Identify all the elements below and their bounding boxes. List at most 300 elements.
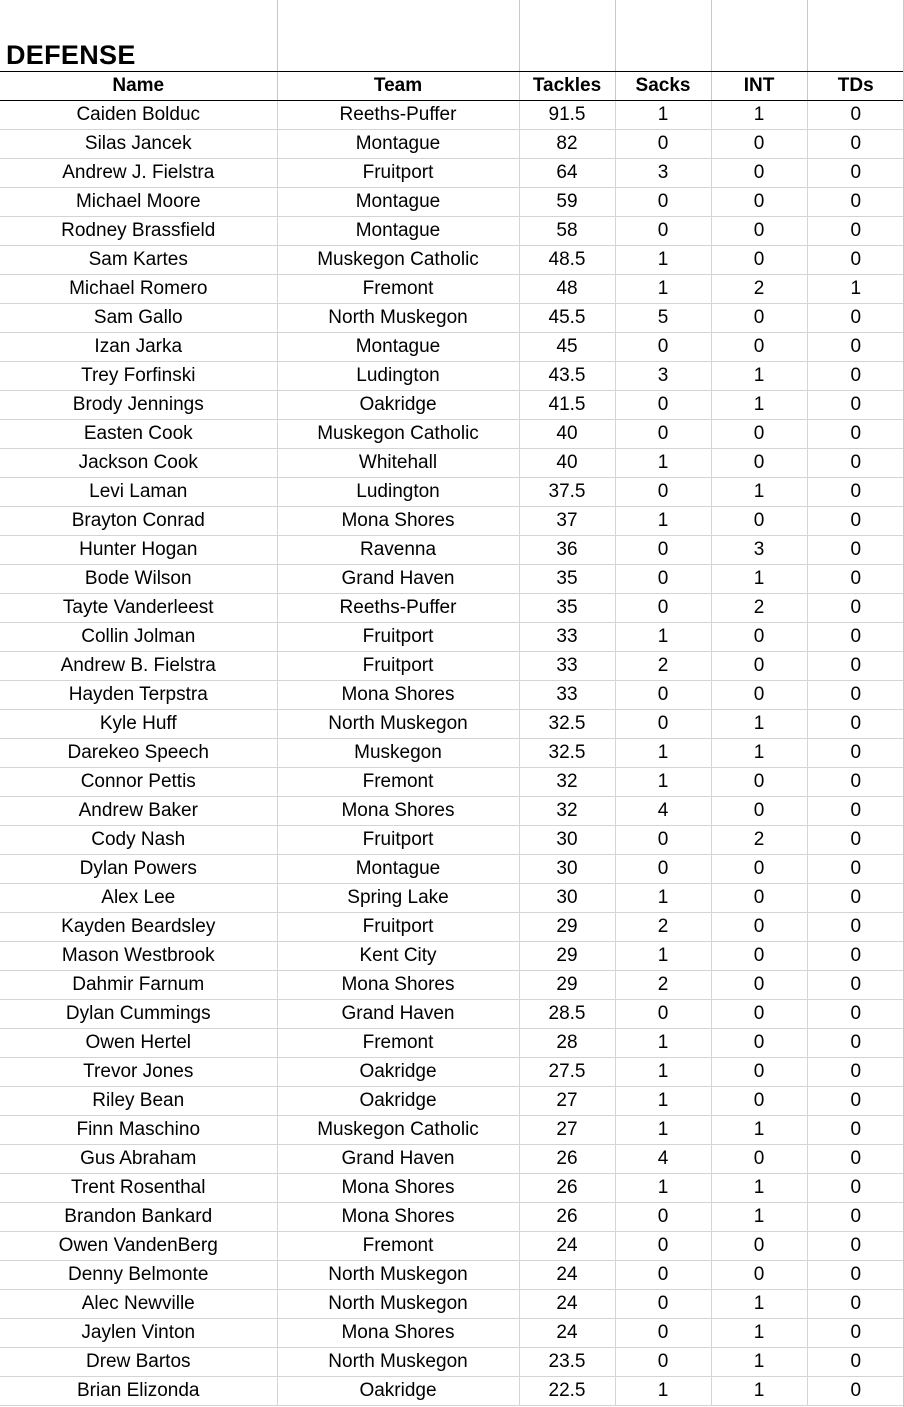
cell-team[interactable]: Whitehall — [277, 449, 519, 478]
cell-team[interactable]: Fremont — [277, 768, 519, 797]
cell-team[interactable]: Kent City — [277, 942, 519, 971]
cell-tds[interactable]: 0 — [807, 797, 904, 826]
cell-sacks[interactable]: 0 — [615, 391, 711, 420]
cell-team[interactable]: Spring Lake — [277, 884, 519, 913]
cell-int[interactable]: 0 — [711, 652, 807, 681]
cell-tds[interactable]: 0 — [807, 1000, 904, 1029]
cell-tackles[interactable]: 91.5 — [519, 101, 615, 130]
cell-team[interactable]: Mona Shores — [277, 507, 519, 536]
cell-tackles[interactable]: 43.5 — [519, 362, 615, 391]
cell-sacks[interactable]: 0 — [615, 1290, 711, 1319]
cell-tackles[interactable]: 48 — [519, 275, 615, 304]
cell-name[interactable]: Mason Westbrook — [0, 942, 277, 971]
cell-sacks[interactable]: 0 — [615, 1232, 711, 1261]
cell-sacks[interactable]: 0 — [615, 478, 711, 507]
cell-int[interactable]: 0 — [711, 681, 807, 710]
cell-int[interactable]: 0 — [711, 971, 807, 1000]
table-row — [0, 1174, 904, 1203]
table-row — [0, 594, 904, 623]
cell-sacks[interactable]: 0 — [615, 188, 711, 217]
cell-tds[interactable]: 0 — [807, 942, 904, 971]
cell-name[interactable]: Tayte Vanderleest — [0, 594, 277, 623]
cell-tds[interactable]: 0 — [807, 1116, 904, 1145]
table-row — [0, 1058, 904, 1087]
cell-team[interactable]: North Muskegon — [277, 1290, 519, 1319]
cell-sacks[interactable]: 0 — [615, 1348, 711, 1377]
cell-tackles[interactable]: 37.5 — [519, 478, 615, 507]
cell-name[interactable]: Collin Jolman — [0, 623, 277, 652]
cell-tds[interactable]: 0 — [807, 1261, 904, 1290]
cell-team[interactable]: Grand Haven — [277, 565, 519, 594]
cell-tds[interactable]: 0 — [807, 884, 904, 913]
cell-name[interactable]: Finn Maschino — [0, 1116, 277, 1145]
cell-team[interactable]: Montague — [277, 217, 519, 246]
cell-name[interactable]: Jackson Cook — [0, 449, 277, 478]
cell-name[interactable]: Trevor Jones — [0, 1058, 277, 1087]
cell-team[interactable]: Fremont — [277, 1232, 519, 1261]
cell-team[interactable]: Oakridge — [277, 1087, 519, 1116]
cell-name[interactable]: Michael Moore — [0, 188, 277, 217]
cell-name[interactable]: Dahmir Farnum — [0, 971, 277, 1000]
cell-int[interactable]: 1 — [711, 739, 807, 768]
cell-name[interactable]: Easten Cook — [0, 420, 277, 449]
cell-name[interactable]: Owen VandenBerg — [0, 1232, 277, 1261]
cell-tds[interactable]: 0 — [807, 1319, 904, 1348]
cell-sacks[interactable]: 2 — [615, 913, 711, 942]
cell-sacks[interactable]: 0 — [615, 855, 711, 884]
cell-tds[interactable]: 1 — [807, 275, 904, 304]
cell-sacks[interactable]: 2 — [615, 971, 711, 1000]
cell-sacks[interactable]: 1 — [615, 246, 711, 275]
cell-tackles[interactable]: 58 — [519, 217, 615, 246]
cell-int[interactable]: 0 — [711, 1000, 807, 1029]
cell-team[interactable]: Mona Shores — [277, 681, 519, 710]
cell-sacks[interactable]: 1 — [615, 1116, 711, 1145]
cell-name[interactable]: Dylan Cummings — [0, 1000, 277, 1029]
cell-team[interactable]: Oakridge — [277, 1058, 519, 1087]
cell-int[interactable]: 1 — [711, 1174, 807, 1203]
cell-sacks[interactable]: 1 — [615, 449, 711, 478]
cell-sacks[interactable]: 1 — [615, 1087, 711, 1116]
cell-tackles[interactable]: 26 — [519, 1203, 615, 1232]
cell-team[interactable]: Fruitport — [277, 913, 519, 942]
cell-name[interactable]: Sam Kartes — [0, 246, 277, 275]
table-row — [0, 507, 904, 536]
cell-team[interactable]: Fremont — [277, 1029, 519, 1058]
cell-name[interactable]: Hunter Hogan — [0, 536, 277, 565]
cell-tds[interactable]: 0 — [807, 913, 904, 942]
cell-tackles[interactable]: 24 — [519, 1261, 615, 1290]
cell-name[interactable]: Denny Belmonte — [0, 1261, 277, 1290]
cell-sacks[interactable]: 1 — [615, 942, 711, 971]
cell-int[interactable]: 0 — [711, 1145, 807, 1174]
cell-int[interactable]: 2 — [711, 826, 807, 855]
cell-tds[interactable]: 0 — [807, 391, 904, 420]
cell-team[interactable]: Reeths-Puffer — [277, 101, 519, 130]
cell-tds[interactable]: 0 — [807, 710, 904, 739]
cell-tds[interactable]: 0 — [807, 826, 904, 855]
cell-sacks[interactable]: 1 — [615, 623, 711, 652]
cell-sacks[interactable]: 1 — [615, 1058, 711, 1087]
cell-int[interactable]: 1 — [711, 1348, 807, 1377]
cell-int[interactable]: 0 — [711, 420, 807, 449]
table-row — [0, 1203, 904, 1232]
cell-tds[interactable]: 0 — [807, 159, 904, 188]
cell-tds[interactable]: 0 — [807, 681, 904, 710]
cell-sacks[interactable]: 0 — [615, 333, 711, 362]
cell-int[interactable]: 0 — [711, 942, 807, 971]
cell-name[interactable]: Caiden Bolduc — [0, 101, 277, 130]
cell-sacks[interactable]: 1 — [615, 101, 711, 130]
cell-sacks[interactable]: 1 — [615, 1377, 711, 1406]
cell-team[interactable]: Muskegon Catholic — [277, 420, 519, 449]
cell-tds[interactable]: 0 — [807, 507, 904, 536]
cell-name[interactable]: Rodney Brassfield — [0, 217, 277, 246]
cell-team[interactable]: Mona Shores — [277, 971, 519, 1000]
cell-team[interactable]: Muskegon — [277, 739, 519, 768]
cell-int[interactable]: 1 — [711, 362, 807, 391]
title-cell[interactable] — [0, 0, 277, 72]
cell-sacks[interactable]: 2 — [615, 652, 711, 681]
cell-tackles[interactable]: 45 — [519, 333, 615, 362]
cell-int[interactable]: 3 — [711, 536, 807, 565]
cell-tds[interactable]: 0 — [807, 449, 904, 478]
cell-tackles[interactable]: 35 — [519, 565, 615, 594]
table-row — [0, 449, 904, 478]
cell-sacks[interactable]: 1 — [615, 1174, 711, 1203]
cell-name[interactable]: Drew Bartos — [0, 1348, 277, 1377]
cell-sacks[interactable]: 1 — [615, 507, 711, 536]
header-tds[interactable]: TDs — [807, 72, 904, 101]
cell-tds[interactable]: 0 — [807, 623, 904, 652]
cell-tackles[interactable]: 28.5 — [519, 1000, 615, 1029]
cell-name[interactable]: Kayden Beardsley — [0, 913, 277, 942]
cell-int[interactable]: 2 — [711, 275, 807, 304]
cell-team[interactable]: Grand Haven — [277, 1000, 519, 1029]
cell-tds[interactable]: 0 — [807, 130, 904, 159]
cell-team[interactable]: North Muskegon — [277, 1261, 519, 1290]
cell-int[interactable]: 1 — [711, 1203, 807, 1232]
cell-name[interactable]: Levi Laman — [0, 478, 277, 507]
cell-sacks[interactable]: 3 — [615, 362, 711, 391]
cell-team[interactable]: Montague — [277, 188, 519, 217]
cell-tds[interactable]: 0 — [807, 971, 904, 1000]
empty-cell[interactable] — [519, 0, 615, 72]
cell-tds[interactable]: 0 — [807, 855, 904, 884]
header-int[interactable]: INT — [711, 72, 807, 101]
cell-name[interactable]: Bode Wilson — [0, 565, 277, 594]
cell-int[interactable]: 0 — [711, 333, 807, 362]
cell-tackles[interactable]: 32 — [519, 768, 615, 797]
empty-cell[interactable] — [807, 0, 904, 72]
table-row — [0, 101, 904, 130]
cell-name[interactable]: Sam Gallo — [0, 304, 277, 333]
cell-tds[interactable]: 0 — [807, 1377, 904, 1406]
cell-tackles[interactable]: 28 — [519, 1029, 615, 1058]
header-sacks[interactable]: Sacks — [615, 72, 711, 101]
cell-team[interactable]: Mona Shores — [277, 1203, 519, 1232]
cell-tds[interactable]: 0 — [807, 101, 904, 130]
cell-name[interactable]: Hayden Terpstra — [0, 681, 277, 710]
cell-int[interactable]: 0 — [711, 449, 807, 478]
header-name[interactable]: Name — [0, 72, 277, 101]
cell-tackles[interactable]: 45.5 — [519, 304, 615, 333]
cell-tackles[interactable]: 36 — [519, 536, 615, 565]
cell-team[interactable]: Mona Shores — [277, 1174, 519, 1203]
cell-team[interactable]: Oakridge — [277, 1377, 519, 1406]
cell-sacks[interactable]: 0 — [615, 594, 711, 623]
cell-int[interactable]: 1 — [711, 710, 807, 739]
cell-name[interactable]: Trent Rosenthal — [0, 1174, 277, 1203]
cell-sacks[interactable]: 1 — [615, 884, 711, 913]
cell-team[interactable]: Mona Shores — [277, 1319, 519, 1348]
cell-tackles[interactable]: 26 — [519, 1174, 615, 1203]
cell-tds[interactable]: 0 — [807, 1087, 904, 1116]
cell-name[interactable]: Riley Bean — [0, 1087, 277, 1116]
cell-team[interactable]: Montague — [277, 333, 519, 362]
cell-tackles[interactable]: 27 — [519, 1116, 615, 1145]
cell-int[interactable]: 1 — [711, 101, 807, 130]
cell-tds[interactable]: 0 — [807, 565, 904, 594]
cell-sacks[interactable]: 0 — [615, 130, 711, 159]
cell-int[interactable]: 0 — [711, 304, 807, 333]
cell-tds[interactable]: 0 — [807, 1348, 904, 1377]
cell-tackles[interactable]: 59 — [519, 188, 615, 217]
cell-tds[interactable]: 0 — [807, 652, 904, 681]
cell-name[interactable]: Alex Lee — [0, 884, 277, 913]
cell-tds[interactable]: 0 — [807, 420, 904, 449]
cell-sacks[interactable]: 1 — [615, 275, 711, 304]
cell-tackles[interactable]: 33 — [519, 652, 615, 681]
cell-tackles[interactable]: 30 — [519, 884, 615, 913]
cell-tackles[interactable]: 27 — [519, 1087, 615, 1116]
cell-int[interactable]: 0 — [711, 1058, 807, 1087]
cell-int[interactable]: 0 — [711, 913, 807, 942]
cell-tackles[interactable]: 24 — [519, 1232, 615, 1261]
cell-tackles[interactable]: 32 — [519, 797, 615, 826]
cell-name[interactable]: Brandon Bankard — [0, 1203, 277, 1232]
cell-tackles[interactable]: 29 — [519, 942, 615, 971]
cell-name[interactable]: Cody Nash — [0, 826, 277, 855]
table-row — [0, 623, 904, 652]
cell-name[interactable]: Brody Jennings — [0, 391, 277, 420]
cell-sacks[interactable]: 0 — [615, 1319, 711, 1348]
cell-sacks[interactable]: 1 — [615, 739, 711, 768]
cell-tackles[interactable]: 29 — [519, 971, 615, 1000]
cell-sacks[interactable]: 1 — [615, 1029, 711, 1058]
cell-tackles[interactable]: 48.5 — [519, 246, 615, 275]
cell-tds[interactable]: 0 — [807, 536, 904, 565]
cell-tackles[interactable]: 24 — [519, 1290, 615, 1319]
cell-team[interactable]: Ravenna — [277, 536, 519, 565]
cell-tds[interactable]: 0 — [807, 362, 904, 391]
cell-int[interactable]: 2 — [711, 594, 807, 623]
cell-team[interactable]: Fruitport — [277, 623, 519, 652]
cell-team[interactable]: Ludington — [277, 362, 519, 391]
cell-tds[interactable]: 0 — [807, 246, 904, 275]
header-tackles[interactable]: Tackles — [519, 72, 615, 101]
cell-tackles[interactable]: 35 — [519, 594, 615, 623]
cell-name[interactable]: Darekeo Speech — [0, 739, 277, 768]
cell-tackles[interactable]: 29 — [519, 913, 615, 942]
cell-tds[interactable]: 0 — [807, 594, 904, 623]
cell-tds[interactable]: 0 — [807, 1058, 904, 1087]
cell-name[interactable]: Izan Jarka — [0, 333, 277, 362]
cell-tackles[interactable]: 30 — [519, 855, 615, 884]
title-row — [0, 0, 904, 72]
cell-int[interactable]: 0 — [711, 1029, 807, 1058]
cell-sacks[interactable]: 0 — [615, 826, 711, 855]
cell-name[interactable]: Andrew J. Fielstra — [0, 159, 277, 188]
cell-team[interactable]: North Muskegon — [277, 710, 519, 739]
cell-team[interactable]: Fremont — [277, 275, 519, 304]
cell-team[interactable]: Grand Haven — [277, 1145, 519, 1174]
cell-tackles[interactable]: 33 — [519, 623, 615, 652]
cell-team[interactable]: Muskegon Catholic — [277, 246, 519, 275]
cell-tackles[interactable]: 37 — [519, 507, 615, 536]
cell-name[interactable]: Brayton Conrad — [0, 507, 277, 536]
cell-int[interactable]: 1 — [711, 391, 807, 420]
cell-sacks[interactable]: 0 — [615, 681, 711, 710]
cell-sacks[interactable]: 4 — [615, 1145, 711, 1174]
cell-tackles[interactable]: 32.5 — [519, 739, 615, 768]
cell-int[interactable]: 0 — [711, 188, 807, 217]
cell-int[interactable]: 1 — [711, 478, 807, 507]
cell-tds[interactable]: 0 — [807, 333, 904, 362]
cell-tackles[interactable]: 22.5 — [519, 1377, 615, 1406]
sheet-title: DEFENSE — [6, 40, 136, 70]
cell-name[interactable]: Jaylen Vinton — [0, 1319, 277, 1348]
cell-team[interactable]: Muskegon Catholic — [277, 1116, 519, 1145]
cell-tds[interactable]: 0 — [807, 478, 904, 507]
table-row — [0, 768, 904, 797]
cell-int[interactable]: 0 — [711, 1232, 807, 1261]
cell-int[interactable]: 1 — [711, 1290, 807, 1319]
cell-name[interactable]: Owen Hertel — [0, 1029, 277, 1058]
cell-tackles[interactable]: 26 — [519, 1145, 615, 1174]
cell-int[interactable]: 0 — [711, 246, 807, 275]
cell-int[interactable]: 0 — [711, 768, 807, 797]
cell-team[interactable]: Reeths-Puffer — [277, 594, 519, 623]
cell-name[interactable]: Silas Jancek — [0, 130, 277, 159]
cell-int[interactable]: 0 — [711, 1261, 807, 1290]
cell-team[interactable]: Oakridge — [277, 391, 519, 420]
cell-name[interactable]: Gus Abraham — [0, 1145, 277, 1174]
cell-int[interactable]: 0 — [711, 217, 807, 246]
cell-tackles[interactable]: 30 — [519, 826, 615, 855]
cell-int[interactable]: 1 — [711, 1319, 807, 1348]
cell-name[interactable]: Alec Newville — [0, 1290, 277, 1319]
empty-cell[interactable] — [711, 0, 807, 72]
empty-cell[interactable] — [277, 0, 519, 72]
cell-sacks[interactable]: 4 — [615, 797, 711, 826]
cell-tds[interactable]: 0 — [807, 188, 904, 217]
cell-tds[interactable]: 0 — [807, 304, 904, 333]
cell-tackles[interactable]: 40 — [519, 420, 615, 449]
cell-team[interactable]: Mona Shores — [277, 797, 519, 826]
cell-int[interactable]: 0 — [711, 855, 807, 884]
cell-int[interactable]: 0 — [711, 797, 807, 826]
empty-cell[interactable] — [615, 0, 711, 72]
cell-team[interactable]: Fruitport — [277, 826, 519, 855]
cell-tackles[interactable]: 32.5 — [519, 710, 615, 739]
cell-tackles[interactable]: 41.5 — [519, 391, 615, 420]
cell-sacks[interactable]: 5 — [615, 304, 711, 333]
table-row — [0, 1145, 904, 1174]
cell-sacks[interactable]: 0 — [615, 217, 711, 246]
header-team[interactable]: Team — [277, 72, 519, 101]
cell-int[interactable]: 1 — [711, 1377, 807, 1406]
cell-tds[interactable]: 0 — [807, 1145, 904, 1174]
cell-sacks[interactable]: 0 — [615, 565, 711, 594]
table-row — [0, 913, 904, 942]
cell-team[interactable]: Montague — [277, 855, 519, 884]
cell-int[interactable]: 0 — [711, 159, 807, 188]
cell-name[interactable]: Dylan Powers — [0, 855, 277, 884]
cell-tds[interactable]: 0 — [807, 1290, 904, 1319]
cell-sacks[interactable]: 3 — [615, 159, 711, 188]
cell-name[interactable]: Kyle Huff — [0, 710, 277, 739]
table-row — [0, 159, 904, 188]
cell-tackles[interactable]: 82 — [519, 130, 615, 159]
header-row — [0, 72, 904, 101]
cell-tackles[interactable]: 27.5 — [519, 1058, 615, 1087]
cell-int[interactable]: 1 — [711, 1116, 807, 1145]
cell-team[interactable]: Fruitport — [277, 652, 519, 681]
cell-tackles[interactable]: 33 — [519, 681, 615, 710]
cell-int[interactable]: 0 — [711, 507, 807, 536]
cell-name[interactable]: Brian Elizonda — [0, 1377, 277, 1406]
cell-team[interactable]: North Muskegon — [277, 304, 519, 333]
cell-team[interactable]: Montague — [277, 130, 519, 159]
cell-tds[interactable]: 0 — [807, 739, 904, 768]
cell-tds[interactable]: 0 — [807, 1174, 904, 1203]
cell-name[interactable]: Michael Romero — [0, 275, 277, 304]
cell-int[interactable]: 1 — [711, 565, 807, 594]
cell-tackles[interactable]: 23.5 — [519, 1348, 615, 1377]
table-row — [0, 681, 904, 710]
cell-tackles[interactable]: 64 — [519, 159, 615, 188]
cell-tds[interactable]: 0 — [807, 1029, 904, 1058]
cell-tds[interactable]: 0 — [807, 1203, 904, 1232]
cell-sacks[interactable]: 0 — [615, 420, 711, 449]
cell-tackles[interactable]: 40 — [519, 449, 615, 478]
cell-tds[interactable]: 0 — [807, 1232, 904, 1261]
cell-sacks[interactable]: 0 — [615, 710, 711, 739]
cell-team[interactable]: Ludington — [277, 478, 519, 507]
cell-int[interactable]: 0 — [711, 1087, 807, 1116]
cell-int[interactable]: 0 — [711, 884, 807, 913]
cell-tds[interactable]: 0 — [807, 217, 904, 246]
table-row — [0, 420, 904, 449]
cell-sacks[interactable]: 0 — [615, 1203, 711, 1232]
table-row — [0, 1377, 904, 1406]
cell-tds[interactable]: 0 — [807, 768, 904, 797]
cell-team[interactable]: North Muskegon — [277, 1348, 519, 1377]
cell-sacks[interactable]: 0 — [615, 536, 711, 565]
cell-sacks[interactable]: 0 — [615, 1000, 711, 1029]
cell-name[interactable]: Trey Forfinski — [0, 362, 277, 391]
cell-int[interactable]: 0 — [711, 130, 807, 159]
cell-team[interactable]: Fruitport — [277, 159, 519, 188]
cell-int[interactable]: 0 — [711, 623, 807, 652]
cell-tackles[interactable]: 24 — [519, 1319, 615, 1348]
cell-name[interactable]: Andrew B. Fielstra — [0, 652, 277, 681]
cell-name[interactable]: Connor Pettis — [0, 768, 277, 797]
cell-name[interactable]: Andrew Baker — [0, 797, 277, 826]
cell-sacks[interactable]: 0 — [615, 1261, 711, 1290]
cell-sacks[interactable]: 1 — [615, 768, 711, 797]
